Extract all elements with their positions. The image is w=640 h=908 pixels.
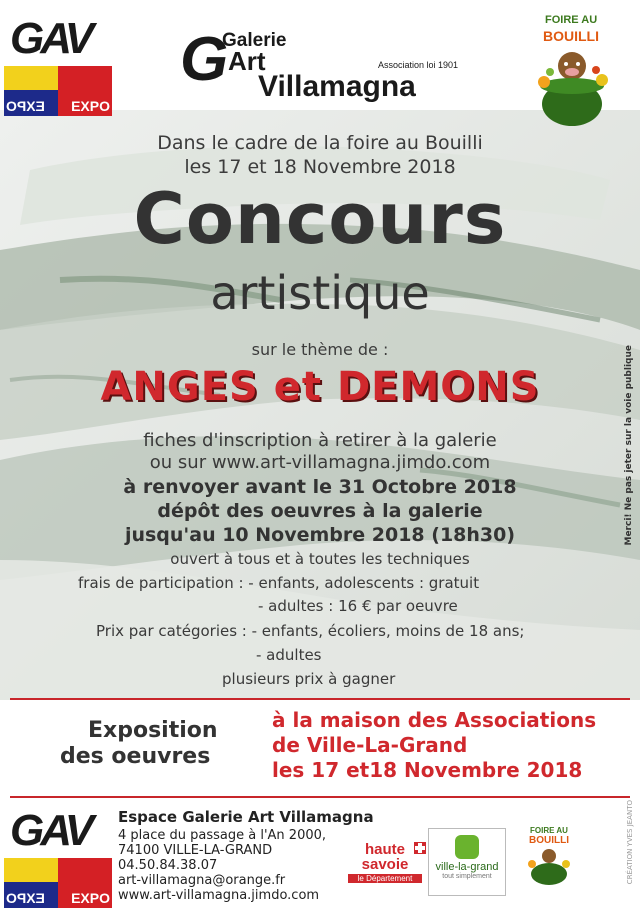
fees-line2: - adultes : 16 € par oeuvre <box>258 597 458 615</box>
contact-name: Espace Galerie Art Villamagna <box>118 808 374 826</box>
foire-logo-line1: FOIRE AU <box>545 14 598 26</box>
gallery-logo-line3: Villamagna <box>258 70 416 103</box>
contact-email[interactable]: art-villamagna@orange.fr <box>118 873 286 888</box>
contact-website[interactable]: www.art-villamagna.jimdo.com <box>118 888 320 903</box>
haute-savoie-logo <box>348 842 422 892</box>
foire-bottom-line2: BOUILLI <box>529 835 569 846</box>
deadline-line1: à renvoyer avant le 31 Octobre 2018 <box>123 476 517 498</box>
fees-line1: frais de participation : - enfants, adolescents : gratuit <box>78 574 480 592</box>
cooking-pot-small-icon <box>524 846 574 886</box>
contact-phone: 04.50.84.38.07 <box>118 858 218 873</box>
prizes-line3: plusieurs prix à gagner <box>222 670 396 688</box>
side-note: Merci! Ne pas jeter sur la voie publique <box>624 345 634 546</box>
gav-expo-logo-bottom <box>4 800 112 908</box>
deadline-line3: jusqu'au 10 Novembre 2018 (18h30) <box>124 524 516 546</box>
gallery-logo-g: G <box>180 25 229 94</box>
foire-bottom-line1: FOIRE AU <box>530 826 568 835</box>
gav-letters: GAV <box>10 14 91 63</box>
expo-mirrored-label-bottom: EXPO <box>6 890 45 906</box>
contact-block <box>118 808 374 903</box>
gallery-logo-line2: Art <box>228 46 266 76</box>
contact-address1: 4 place du passage à l'An 2000, <box>118 828 327 843</box>
haute-label: haute <box>364 841 405 858</box>
foire-logo-line2: BOUILLI <box>543 28 599 44</box>
gav-expo-logo-top <box>4 8 112 116</box>
separator-bottom <box>10 796 630 798</box>
association-label: Association loi 1901 <box>378 60 459 70</box>
intro-line2: les 17 et 18 Novembre 2018 <box>184 156 456 178</box>
exhibition-right2: de Ville-La-Grand <box>272 733 468 757</box>
expo-label: EXPO <box>71 98 110 114</box>
ville-leaf-icon <box>455 835 479 859</box>
details-line1: fiches d'inscription à retirer à la galerie <box>143 430 497 451</box>
exhibition-right3: les 17 et18 Novembre 2018 <box>272 758 583 782</box>
gallery-logo <box>180 20 470 110</box>
foire-bouilli-logo-top <box>515 10 625 130</box>
gav-letters-bottom: GAV <box>10 806 91 855</box>
cooking-pot-illustration <box>530 46 615 130</box>
page-subtitle: artistique <box>210 266 430 320</box>
page-title: Concours <box>133 178 507 260</box>
expo-mirrored-label: EXPO <box>6 98 45 114</box>
deadline-line2: dépôt des oeuvres à la galerie <box>157 500 483 522</box>
ville-tagline: tout simplement <box>442 873 492 880</box>
ville-label: ville-la-grand <box>435 861 499 873</box>
prizes-line1: Prix par catégories : - enfants, écoliers, moins de 18 ans; <box>96 622 525 640</box>
details-line2: ou sur www.art-villamagna.jimdo.com <box>149 452 491 473</box>
cross-icon <box>414 842 426 854</box>
open-line: ouvert à tous et à toutes les techniques <box>170 550 470 568</box>
design-credit: CRÉATION YVES JEANTO <box>626 800 634 885</box>
exhibition-right1: à la maison des Associations <box>272 708 597 732</box>
exhibition-left2: des oeuvres <box>60 744 211 769</box>
ville-la-grand-logo <box>428 828 506 896</box>
theme-intro: sur le thème de : <box>251 340 389 359</box>
departement-label: le Département <box>348 874 422 883</box>
contact-address2: 74100 VILLE-LA-GRAND <box>118 843 273 858</box>
intro-line1: Dans le cadre de la foire au Bouilli <box>157 132 483 154</box>
exhibition-left1: Exposition <box>88 718 218 743</box>
theme-title: ANGES et DEMONS <box>100 364 540 410</box>
savoie-label: savoie <box>361 856 409 873</box>
prizes-line2: - adultes <box>256 646 322 664</box>
expo-label-bottom: EXPO <box>71 890 110 906</box>
separator-top <box>10 698 630 700</box>
foire-bouilli-logo-bottom <box>512 826 586 896</box>
gallery-logo-line1: Galerie <box>222 30 287 51</box>
